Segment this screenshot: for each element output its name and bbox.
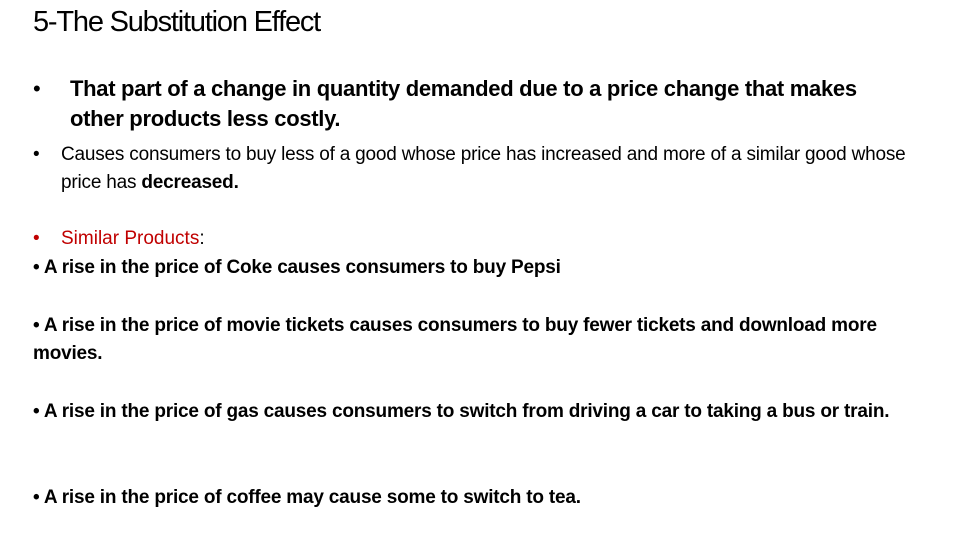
slide-title: 5-The Substitution Effect bbox=[33, 6, 321, 38]
bullet-marker: • bbox=[33, 144, 40, 165]
example-coke: • A rise in the price of Coke causes consumers to buy Pepsi bbox=[33, 257, 561, 278]
similar-products-label: Similar Products bbox=[61, 228, 200, 249]
example-movie-tickets: • A rise in the price of movie tickets causes consumers to buy fewer tickets and download more movies. bbox=[33, 315, 877, 364]
definition-bullet bbox=[33, 74, 913, 134]
causes-text: Causes consumers to buy less of a good whose price has increased and more of a similar good whose price has bbox=[61, 144, 906, 193]
example-coffee: • A rise in the price of coffee may cause some to switch to tea. bbox=[33, 487, 581, 508]
similar-products-colon: : bbox=[199, 228, 205, 249]
causes-bullet bbox=[33, 141, 933, 197]
causes-emphasis: decreased. bbox=[141, 172, 239, 193]
bullet-marker: • bbox=[33, 76, 41, 101]
bullet-marker: • bbox=[33, 228, 40, 249]
causes-paragraph bbox=[61, 141, 933, 197]
similar-products-heading bbox=[61, 226, 205, 252]
example-gas: • A rise in the price of gas causes consumers to switch from driving a car to taking a bus or train. bbox=[33, 401, 890, 422]
similar-products-bullet bbox=[33, 226, 205, 252]
definition-text: That part of a change in quantity demanded due to a price change that makes other products less costly. bbox=[70, 76, 857, 131]
